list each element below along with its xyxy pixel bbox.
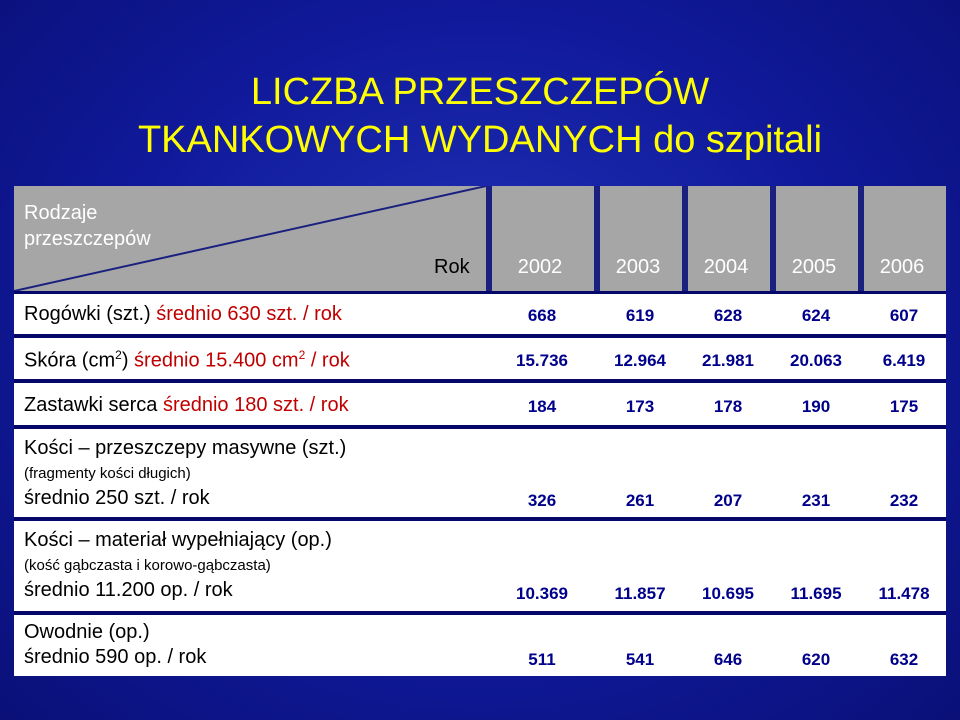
table-cell: 175 (889, 397, 919, 416)
table-cell: 232 (889, 491, 919, 510)
table-cell: 20.063 (790, 351, 842, 370)
table-row-amnion (14, 615, 946, 676)
table-cell: 624 (801, 306, 831, 325)
row-label: Rogówki (szt.) średnio 630 szt. / rok (24, 303, 342, 325)
table-cell: 12.964 (614, 351, 666, 370)
table-cell: 207 (713, 491, 743, 510)
table-cell: 11.857 (614, 584, 666, 603)
table-cell: 231 (801, 491, 831, 510)
table-cell: 21.981 (702, 351, 754, 370)
row-label-line2: (kość gąbczasta i korowo-gąbczasta) (24, 557, 271, 574)
table-row-skin (14, 338, 946, 379)
table-cell: 190 (801, 397, 831, 416)
table-row-corneas (14, 294, 946, 334)
table-cell: 541 (625, 650, 655, 669)
table-cell: 173 (625, 397, 655, 416)
table-cell: 668 (527, 306, 557, 325)
slide-title (0, 68, 960, 164)
year-header: 2003 (615, 256, 661, 278)
row-label-line1: Kości – przeszczepy masywne (szt.) (24, 437, 347, 459)
table-cell: 326 (527, 491, 557, 510)
row-label-line2: (fragmenty kości długich) (24, 465, 191, 482)
year-header: 2005 (791, 256, 837, 278)
table-row-massive-bone (14, 429, 946, 517)
table-cell: 11.695 (790, 584, 842, 603)
row-label-line1: Owodnie (op.) (24, 621, 150, 643)
table-cell: 607 (889, 306, 919, 325)
table-row-heart-valves (14, 383, 946, 425)
header-year-label: Rok (434, 256, 470, 278)
table-cell: 11.478 (878, 584, 930, 603)
row-label-line1: Kości – materiał wypełniający (op.) (24, 529, 332, 551)
table-cell: 15.736 (516, 351, 568, 370)
table-cell: 10.369 (516, 584, 568, 603)
year-header: 2004 (703, 256, 749, 278)
header-types-label: Rodzaje przeszczepów (24, 202, 151, 250)
table-cell: 628 (713, 306, 743, 325)
header-separator (486, 186, 492, 291)
row-label-line3: średnio 250 szt. / rok (24, 487, 210, 509)
table-cell: 178 (713, 397, 743, 416)
table-cell: 184 (527, 397, 557, 416)
year-header: 2002 (517, 256, 563, 278)
table-cell: 10.695 (702, 584, 754, 603)
table-cell: 620 (801, 650, 831, 669)
row-label-line2: średnio 590 op. / rok (24, 646, 207, 668)
table-cell: 261 (625, 491, 655, 510)
table-cell: 6.419 (882, 351, 926, 370)
transplant-table (14, 186, 946, 676)
title-line-2: TKANKOWYCH WYDANYCH do szpitali (137, 119, 823, 161)
table-cell: 632 (889, 650, 919, 669)
title-line-1: LICZBA PRZESZCZEPÓW (250, 71, 710, 113)
table-cell: 511 (528, 650, 556, 669)
table-cell: 646 (713, 650, 743, 669)
table-cell: 619 (625, 306, 655, 325)
table-row-bone-filler (14, 521, 946, 611)
row-label: Skóra $(cm^2)$ średnio 15.400 $cm^2$ / rok (24, 348, 350, 372)
row-label-line3: średnio 11.200 op. / rok (24, 579, 233, 601)
year-header: 2006 (879, 256, 925, 278)
row-label: Zastawki serca średnio 180 szt. / rok (24, 394, 349, 416)
